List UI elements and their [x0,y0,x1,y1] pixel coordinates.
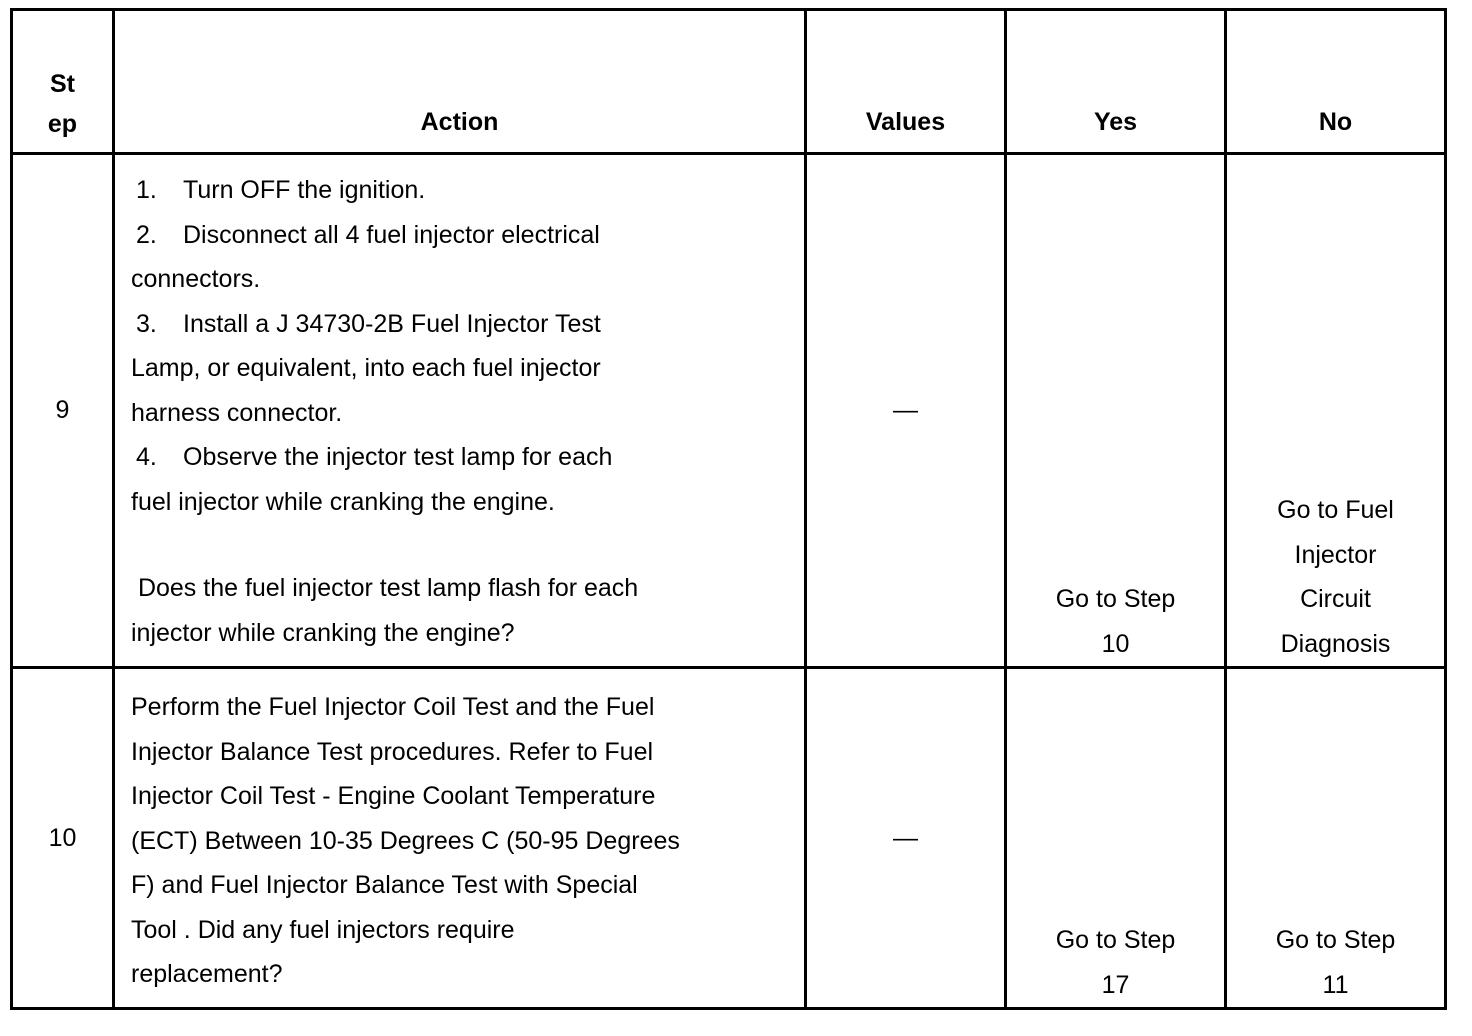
header-step [13,11,112,152]
action-text-line: Perform the Fuel Injector Coil Test and the Fuel [131,693,655,721]
no-outcome: Go to Fuel [1277,496,1394,524]
action-step-number: 1. [136,176,157,204]
header-no [1227,11,1444,152]
action-text-line: F) and Fuel Injector Balance Test with Special [131,871,638,899]
diagnostic-table [10,8,1447,1010]
action-question: Does the fuel injector test lamp flash for each [131,574,639,602]
action-text-line: (ECT) Between 10-35 Degrees C (50-95 Degrees [131,826,680,855]
action-step-continuation: harness connector. [131,398,343,427]
no-outcome: Diagnosis [1280,629,1391,658]
header-action-label: Action [420,107,499,136]
action-step-number: 2. [136,220,157,249]
spacer [131,524,804,566]
header-values-label: Values [865,107,946,136]
no-outcome: Go to Step [1275,926,1396,954]
row-9-values [807,155,1004,666]
yes-outcome: Go to Step [1055,585,1176,613]
yes-outcome: 10 [1101,629,1130,658]
action-text-line: Tool . Did any fuel injectors require [131,915,515,944]
action-step-number: 4. [136,443,157,471]
values-dash: — [893,396,918,425]
header-values [807,11,1004,152]
action-step-text: Disconnect all 4 fuel injector electrical [183,220,600,249]
row-10-no [1227,669,1444,1007]
row-10-step [13,669,112,1007]
yes-outcome: Go to Step [1055,926,1176,954]
action-step-3 [131,302,804,347]
row-10-values [807,669,1004,1007]
action-step-number: 3. [136,309,157,338]
values-dash: — [893,823,918,852]
action-step-2 [131,213,804,258]
step-number: 9 [55,396,70,425]
row-10-yes [1007,669,1224,1007]
row-10-action [115,685,804,997]
action-step-text: Observe the injector test lamp for each [183,443,613,471]
row-9-yes [1007,155,1224,666]
no-outcome: Circuit [1300,585,1371,613]
header-yes-label: Yes [1093,107,1138,136]
action-step-4 [131,435,804,480]
header-no-label: No [1318,107,1353,136]
header-step-line1: St [50,70,75,98]
action-step-text: Turn OFF the ignition. [183,176,426,204]
header-action [115,11,804,152]
header-yes [1007,11,1224,152]
header-step-line2: ep [47,110,78,138]
action-step-continuation: connectors. [131,265,261,293]
action-question: injector while cranking the engine? [131,618,515,647]
row-9-step [13,155,112,666]
step-number: 10 [48,823,77,852]
action-text-line: Injector Balance Test procedures. Refer to Fuel [131,737,654,766]
no-outcome: 11 [1322,970,1349,999]
row-9-no [1227,155,1444,666]
action-step-continuation: fuel injector while cranking the engine. [131,487,555,516]
yes-outcome: 17 [1101,970,1130,999]
action-step-continuation: Lamp, or equivalent, into each fuel injector [131,354,601,382]
action-text-line: Injector Coil Test - Engine Coolant Temperature [131,782,656,810]
action-step-1 [131,168,804,213]
action-step-text: Install a J 34730-2B Fuel Injector Test [183,309,601,338]
row-9-action [115,168,804,655]
action-text-line: replacement? [131,960,283,988]
no-outcome: Injector [1294,540,1377,569]
